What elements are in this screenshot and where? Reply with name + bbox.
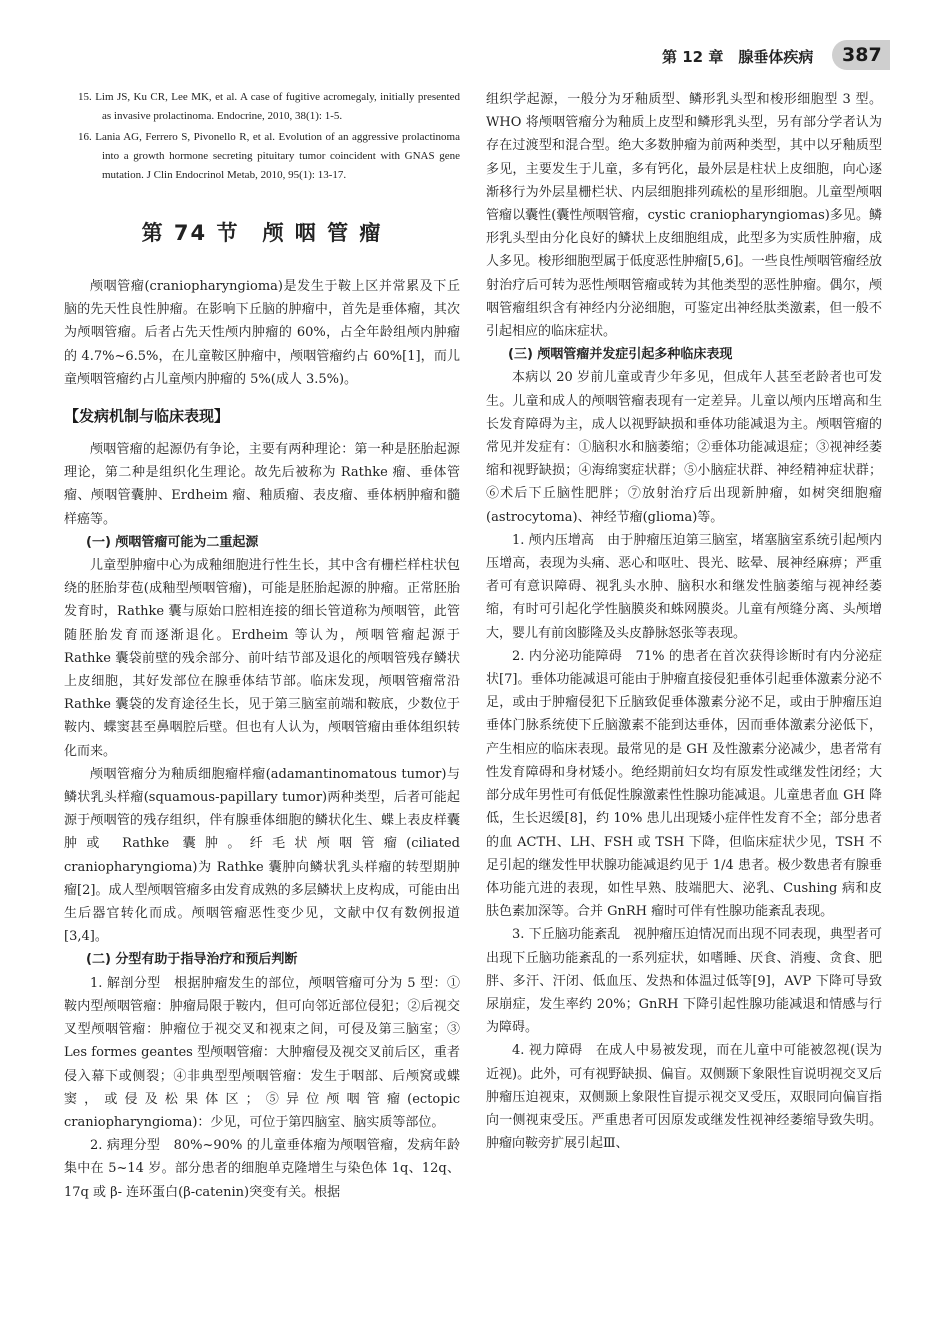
left-column (64, 88, 460, 1204)
subsection-2-heading: (二) 分型有助于指导治疗和预后判断 (86, 952, 298, 968)
right-column (486, 88, 882, 1155)
right-paragraph-5: 3. 下丘脑功能紊乱 视肿瘤压迫情况而出现不同表现，典型者可出现下丘脑功能紊乱的一系列症状，如嗜睡、厌食、消瘦、贪食、肥胖、多汗、汗闭、低血压、发热和体温过低等[9]，AVP 下降可导致尿崩症，发生率约 20%；GnRH 下降引起性腺功能减退和情感与行为障碍。 (486, 927, 882, 1036)
right-paragraph-1: 组织学起源，一般分为牙釉质型、鳞形乳头型和梭形细胞型 3 型。WHO 将颅咽管瘤分为釉质上皮型和鳞形乳头型，另有部分学者认为存在过渡型和混合型。绝大多数肿瘤为前两种类型，其中以牙釉质型多见，主要发生于儿童，多有钙化，最外层是柱状上皮细胞，向心逐渐移行为外层星栅栏状、内层细胞排列疏松的星形细胞。儿童型颅咽管瘤以囊性(囊性颅咽管瘤，cystic craniopharyngiomas)多见。鳞形乳头型由分化良好的鳞状上皮细胞组成，此型多为实质性肿瘤，成人多见。梭形细胞型属于低度恶性肿瘤[5,6]。一些良性颅咽管瘤经放射治疗后可转为恶性颅咽管瘤或转为其他类型的恶性肿瘤。偶尔，颅咽管瘤组织含有神经内分泌细胞，可鉴定出神经肽类激素，但一般不引起相应的临床症状。 (486, 92, 882, 340)
chapter-title: 第 12 章 腺垂体疾病 (662, 48, 814, 66)
intro-paragraph: 颅咽管瘤(craniopharyngioma)是发生于鞍上区并常累及下丘脑的先天性良性肿瘤。在影响下丘脑的肿瘤中，首先是垂体瘤，其次为颅咽管瘤。后者占先天性颅内肿瘤的 60%，占全年龄组颅内肿瘤的 4.7%~6.5%，在儿童鞍区肿瘤中，颅咽管瘤约占 60%[1]，而儿童颅咽管瘤约占儿童颅内肿瘤的 5%(成人 3.5%)。 (64, 279, 460, 387)
right-paragraph-3: 1. 颅内压增高 由于肿瘤压迫第三脑室，堵塞脑室系统引起颅内压增高，表现为头痛、恶心和呕吐、畏光、眩晕、展神经麻痹；严重者可有意识障碍、视乳头水肿、脑积水和继发性脑萎缩与视神经萎缩，有时可引起化学性脑膜炎和蛛网膜炎。儿童有颅缝分离、头颅增大，婴儿有前囟膨隆及头皮静脉怒张等表现。 (486, 532, 882, 641)
reference-15: 15. Lim JS, Ku CR, Lee MK, et al. A case of fugitive acromegaly, initially presented as invasive prolactinoma. Endocrine, 2010, 38(1): 1-5. (78, 91, 460, 122)
page-header (0, 40, 950, 72)
subsection-3-heading: (三) 颅咽管瘤并发症引起多种临床表现 (508, 347, 733, 363)
page-number: 387 (832, 40, 890, 70)
right-paragraph-4: 2. 内分泌功能障碍 71% 的患者在首次获得诊断时有内分泌症状[7]。垂体功能减退可能由于肿瘤直接侵犯垂体引起垂体激素分泌不足，或由于肿瘤侵犯下丘脑致促垂体激素分泌不足，或由于肿瘤压迫垂体门脉系统使下丘脑激素不能到达垂体，因而垂体激素分泌低下，产生相应的临床表现。最常见的是 GH 及性激素分泌减少，患者常有性发育障碍和身材矮小。绝经期前妇女均有原发性或继发性闭经；大部分成年男性可有低促性腺激素性性腺功能减退。儿童患者血 GH 降低，生长迟缓[8]，约 10% 患儿出现矮小症伴性发育不全；部分患者的血 ACTH、LH、FSH 或 TSH 下降，但临床症状少见，TSH 不足引起的继发性甲状腺功能减退约见于 1/4 患者。极少数患者有腺垂体功能亢进的表现，如性早熟、肢端肥大、泌乳、Cushing 病和皮肤色素加深等。合并 GnRH 瘤时可伴有性腺功能紊乱表现。 (486, 648, 882, 920)
right-paragraph-2: 本病以 20 岁前儿童或青少年多见，但成年人甚至老龄者也可发生。儿童和成人的颅咽管瘤表现有一定差异。儿童以颅内压增高和生长发育障碍为主，成人以视野缺损和垂体功能减退为主。颅咽管瘤的常见并发症有：①脑积水和脑萎缩；②垂体功能减退症；③视神经萎缩和视野缺损；④海绵窦症状群；⑤小脑症状群、神经精神症状群；⑥术后下丘脑性肥胖；⑦放射治疗后出现新肿瘤，如树突细胞瘤(astrocytoma)、神经节瘤(glioma)等。 (486, 370, 882, 525)
subsection-1-paragraph-2: 颅咽管瘤分为釉质细胞瘤样瘤(adamantinomatous tumor)与鳞状乳头样瘤(squamous-papillary tumor)两种类型，后者可能起源于颅咽管的残存组织，伴有腺垂体细胞的鳞状化生、蝶上表皮样囊肿或 Rathke 囊肿。纤毛状颅咽管瘤(ciliated craniopharyngioma)为 Rathke 囊肿向鳞状乳头样瘤的转型期肿瘤[2]。成人型颅咽管瘤多由发育成熟的多层鳞状上皮构成，可能由出生后器官转化而成。颅咽管瘤恶性变少见，文献中仅有数例报道[3,4]。 (64, 766, 460, 945)
subsection-1-heading: (一) 颅咽管瘤可能为二重起源 (86, 534, 259, 550)
reference-16: 16. Lania AG, Ferrero S, Pivonello R, et al. Evolution of an aggressive prolactinoma into a growth hormone secreting pituitary tumor coincident with GNAS gene mutation. J Clin Endocrinol Metab, 2010, 95(1): 13-17. (78, 131, 460, 181)
subsection-1-paragraph-1: 儿童型肿瘤中心为成釉细胞进行性生长，其中含有栅栏样柱状包绕的胚胎芽苞(成釉型颅咽管瘤)，可能是胚胎起源的肿瘤。正常胚胎发育时，Rathke 囊与原始口腔相连接的细长管道称为颅咽管，此管随胚胎发育而逐渐退化。Erdheim 等认为，颅咽管瘤起源于 Rathke 囊袋前壁的残余部分、前叶结节部及退化的颅咽管残存鳞状上皮细胞，其好发部位在腺垂体结节部。临床发现，颅咽管瘤常沿 Rathke 囊袋的发育途径生长，见于第三脑室前端和鞍底，少数位于鞍内、蝶窦甚至鼻咽腔后壁。但也有人认为，颅咽管瘤由垂体组织转化而来。 (64, 558, 460, 759)
mechanism-heading: 【发病机制与临床表现】 (64, 407, 230, 426)
right-paragraph-6: 4. 视力障碍 在成人中易被发现，而在儿童中可能被忽视(误为近视)。此外，可有视野缺损、偏盲。双侧颞下象限性盲说明视交叉后肿瘤压迫视束，双侧颞上象限性盲提示视交叉受压，双眼同向偏盲指向一侧视束受压。严重患者可因原发或继发性视神经萎缩导致失明。肿瘤向鞍旁扩展引起Ⅲ、 (486, 1043, 882, 1152)
subsection-2-paragraph-2: 2. 病理分型 80%~90% 的儿童垂体瘤为颅咽管瘤，发病年龄集中在 5~14 岁。部分患者的细胞单克隆增生与染色体 1q、12q、17q 或 β- 连环蛋白(β-catenin)突变有关。根据 (64, 1138, 460, 1200)
mechanism-paragraph: 颅咽管瘤的起源仍有争论，主要有两种理论：第一种是胚胎起源理论，第二种是组织化生理论。故先后被称为 Rathke 瘤、垂体管瘤、颅咽管囊肿、Erdheim 瘤、釉质瘤、表皮瘤、垂体柄肿瘤和髓样癌等。 (64, 442, 460, 527)
subsection-2-paragraph-1: 1. 解剖分型 根据肿瘤发生的部位，颅咽管瘤可分为 5 型：①鞍内型颅咽管瘤：肿瘤局限于鞍内，但可向邻近部位侵犯；②后视交叉型颅咽管瘤：肿瘤位于视交叉和视束之间，可侵及第三脑室；③ Les formes geantes 型颅咽管瘤：大肿瘤侵及视交叉前后区，重者侵入幕下或侧裂；④非典型型颅咽管瘤：发生于咽部、后颅窝或蝶窦，或侵及松果体区；⑤异位颅咽管瘤(ectopic craniopharyngioma)：少见，可位于第四脑室、脑实质等部位。 (64, 975, 460, 1130)
section-title: 第 74 节 颅 咽 管 瘤 (141, 221, 383, 245)
